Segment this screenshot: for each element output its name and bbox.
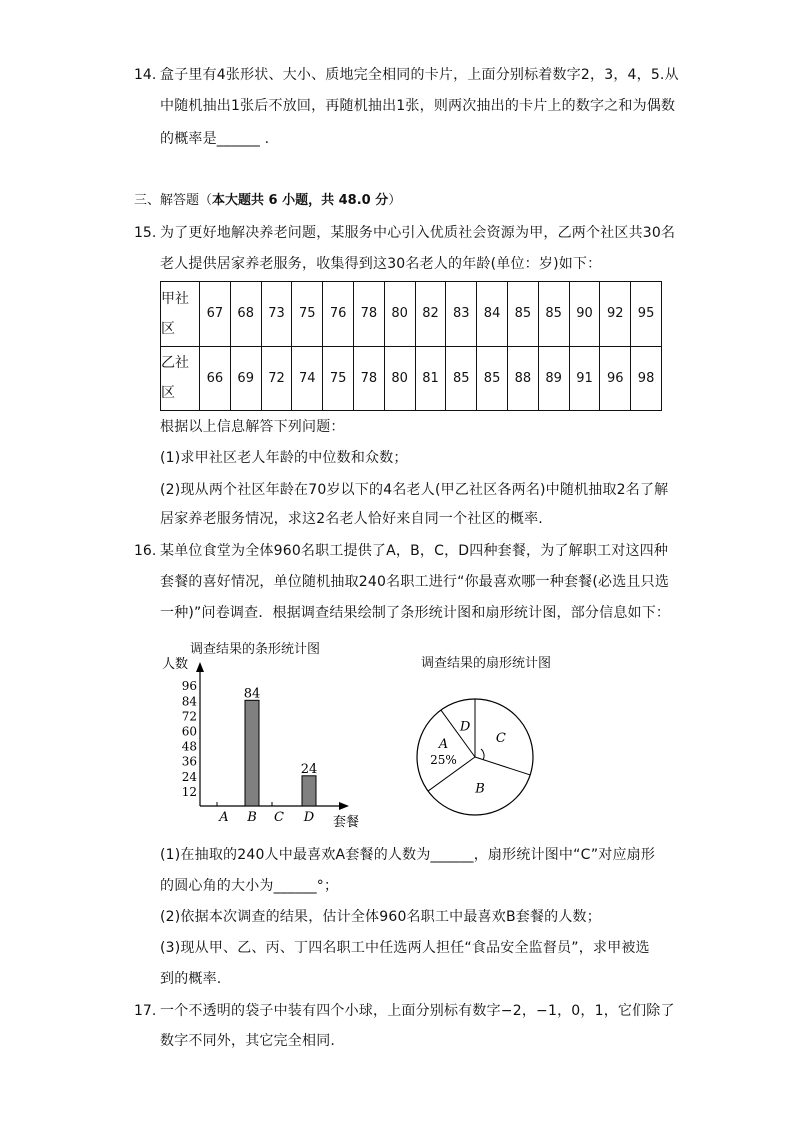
text-line: (1)在抽取的240人中最喜欢A套餐的人数为______，扇形统计图中“C”对应扇形 [160,847,656,863]
table-cell: 85 [446,346,477,411]
y-tick-label: 72 [181,709,197,724]
table-cell: 98 [631,346,662,411]
table-cell: 96 [600,346,631,411]
pie-label-D: D [459,719,471,735]
pie-label-C: C [495,731,506,747]
text-line: 根据以上信息解答下列问题： [160,419,345,435]
table-cell: 80 [384,282,415,347]
table-cell: 92 [600,282,631,347]
pie-label-A: A [438,737,449,753]
text-line: 一个不透明的袋子中装有四个小球，上面分别标有数字−2，−1，0，1，它们除了 [160,1003,675,1019]
x-tick-label: D [303,810,315,825]
table-cell: 91 [569,346,600,411]
text-line: 一种)”问卷调查．根据调查结果绘制了条形统计图和扇形统计图，部分信息如下： [160,605,671,621]
question-number: 16. [134,543,157,559]
bar-B [245,700,259,806]
table-cell: 75 [292,282,323,347]
table-cell: 78 [353,346,384,411]
table-cell: 76 [323,282,354,347]
table-cell: 85 [538,282,569,347]
section-title: 三、解答题（ [134,193,213,208]
y-tick-label: 12 [181,784,197,799]
table-cell: 78 [353,282,384,347]
table-cell: 80 [384,346,415,411]
text-line: 套餐的喜好情况，单位随机抽取240名职工进行“你最喜欢哪一种套餐(必选且只选 [160,574,670,590]
table-cell: 66 [200,346,231,411]
section-suffix: ） [388,193,402,208]
row-header: 甲社区 [161,282,200,347]
table-cell: 81 [415,346,446,411]
y-tick-label: 36 [181,754,197,769]
table-cell: 90 [569,282,600,347]
table-cell: 69 [230,346,261,411]
table-cell: 88 [507,346,538,411]
x-tick-label: A [219,810,229,825]
text-line: 为了更好地解决养老问题，某服务中心引入优质社会资源为甲，乙两个社区共30名 [160,225,676,241]
table-cell: 67 [200,282,231,347]
table-cell: 85 [507,282,538,347]
table-cell: 75 [323,346,354,411]
question-number: 17. [134,1003,157,1019]
data-label: 24 [300,761,318,777]
data-label: 84 [243,686,261,702]
table-cell: 95 [631,282,662,347]
text-line: 到的概率. [160,971,222,987]
table-cell: 82 [415,282,446,347]
bar-D [302,776,316,806]
y-tick-label: 60 [181,724,197,739]
y-tick-label: 96 [181,679,197,694]
row-header: 乙社区 [161,346,200,411]
text-line: (2)依据本次调查的结果，估计全体960名职工中最喜欢B套餐的人数； [160,909,601,925]
text-line: (1)求甲社区老人年龄的中位数和众数； [160,450,408,466]
table-cell: 74 [292,346,323,411]
bar-chart-title: 调查结果的条形统计图 [190,642,321,657]
text-line: 居家养老服务情况，求这2名老人恰好来自同一个社区的概率. [160,511,543,527]
text-line: 的概率是______ . [160,131,270,147]
y-axis-arrow [196,662,204,672]
x-axis-label: 套餐 [333,815,360,830]
table-cell: 73 [261,282,292,347]
y-axis-label: 人数 [162,657,189,672]
section-detail: 本大题共 6 小题，共 48.0 分 [212,193,389,208]
text-line: 盒子里有4张形状、大小、质地完全相同的卡片，上面分别标着数字2，3，4，5.从 [160,67,679,83]
x-axis-arrow [339,802,349,810]
y-tick-label: 24 [181,769,197,784]
text-line: 数字不同外，其它完全相同. [160,1033,336,1049]
table-cell: 85 [477,346,508,411]
table-cell: 68 [230,282,261,347]
question-number: 14. [134,67,157,83]
pie-percent-label: 25% [430,753,457,768]
y-tick-label: 48 [181,739,197,754]
table-cell: 89 [538,346,569,411]
table-cell: 84 [477,282,508,347]
text-line: (3)现从甲、乙、丙、丁四名职工中任选两人担任“食品安全监督员”，求甲被选 [160,940,650,956]
table-cell: 72 [261,346,292,411]
text-line: 中随机抽出1张后不放回，再随机抽出1张，则两次抽出的卡片上的数字之和为偶数 [160,98,676,114]
pie-label-B: B [475,781,485,797]
text-line: (2)现从两个社区年龄在70岁以下的4名老人(甲乙社区各两名)中随机抽取2名了解 [160,482,669,498]
x-tick-label: C [274,810,284,825]
text-line: 老人提供居家养老服务，收集得到这30名老人的年龄(单位：岁)如下： [160,256,602,272]
table-cell: 83 [446,282,477,347]
text-line: 某单位食堂为全体960名职工提供了A，B，C，D四种套餐，为了解职工对这四种 [160,543,669,559]
question-number: 15. [134,225,157,241]
text-line: 的圆心角的大小为______°； [160,878,339,894]
pie-chart-title: 调查结果的扇形统计图 [421,656,552,671]
y-tick-label: 84 [181,694,197,709]
x-tick-label: B [247,810,257,825]
